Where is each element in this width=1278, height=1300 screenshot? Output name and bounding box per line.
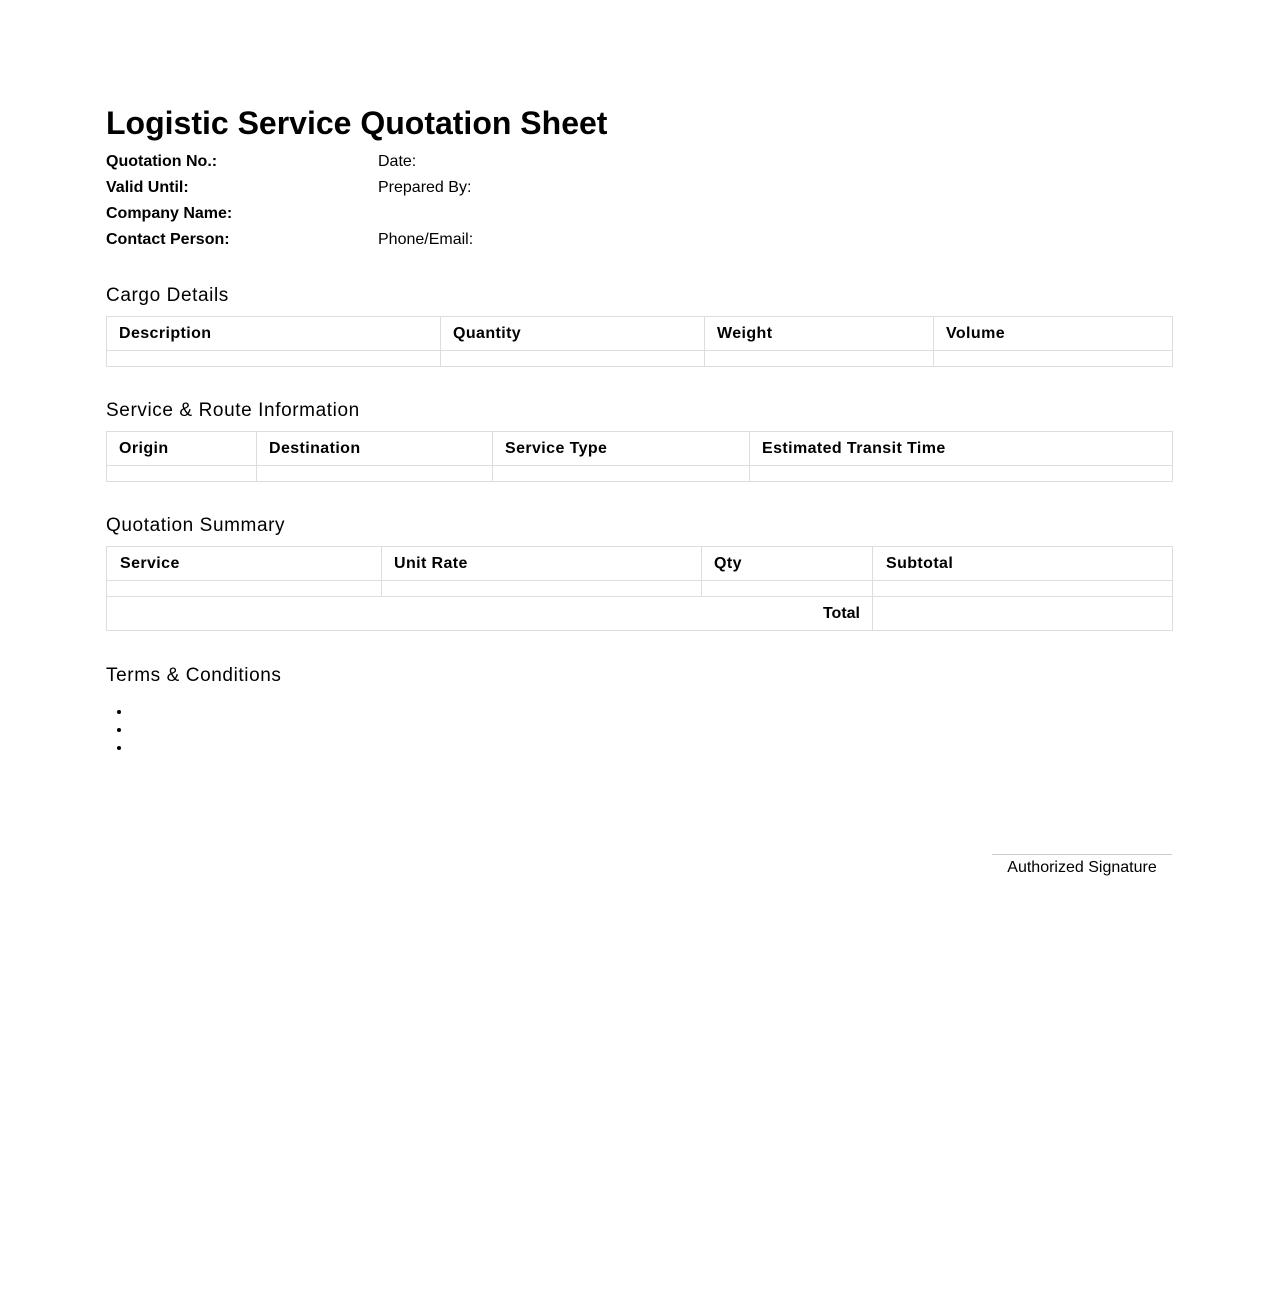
info-row <box>106 152 706 178</box>
total-value[interactable] <box>873 597 1173 631</box>
terms-section-title: Terms & Conditions <box>106 665 282 686</box>
date-label: Date: <box>378 153 417 170</box>
column-header-transit-time: Estimated Transit Time <box>750 432 1173 466</box>
column-header-weight: Weight <box>705 317 934 351</box>
company-name-label: Company Name: <box>106 205 233 222</box>
column-header-quantity: Quantity <box>441 317 705 351</box>
column-header-origin: Origin <box>107 432 257 466</box>
cell-subtotal[interactable] <box>873 581 1173 597</box>
terms-list <box>106 703 132 757</box>
table-header-row <box>107 317 1173 351</box>
cell-description[interactable] <box>107 351 441 367</box>
table-header-row <box>107 547 1173 581</box>
cell-origin[interactable] <box>107 466 257 482</box>
info-row <box>106 178 706 204</box>
table-row <box>107 581 1173 597</box>
total-row <box>107 597 1173 631</box>
table-header-row <box>107 432 1173 466</box>
column-header-description: Description <box>107 317 441 351</box>
cargo-section-title: Cargo Details <box>106 285 229 306</box>
info-row <box>106 230 706 256</box>
total-label: Total <box>107 597 873 631</box>
cell-quantity[interactable] <box>441 351 705 367</box>
column-header-service: Service <box>107 547 382 581</box>
page-title: Logistic Service Quotation Sheet <box>106 105 608 141</box>
contact-person-label: Contact Person: <box>106 231 230 248</box>
cell-service[interactable] <box>107 581 382 597</box>
cell-qty[interactable] <box>702 581 873 597</box>
authorized-signature: Authorized Signature <box>992 854 1172 880</box>
column-header-destination: Destination <box>257 432 493 466</box>
quotation-no-label: Quotation No.: <box>106 153 218 170</box>
summary-section-title: Quotation Summary <box>106 515 286 536</box>
prepared-by-label: Prepared By: <box>378 179 472 196</box>
table-row <box>107 466 1173 482</box>
column-header-service-type: Service Type <box>493 432 750 466</box>
column-header-subtotal: Subtotal <box>873 547 1173 581</box>
cell-unit-rate[interactable] <box>382 581 702 597</box>
column-header-qty: Qty <box>702 547 873 581</box>
cell-destination[interactable] <box>257 466 493 482</box>
phone-email-label: Phone/Email: <box>378 231 474 248</box>
column-header-volume: Volume <box>934 317 1173 351</box>
valid-until-label: Valid Until: <box>106 179 189 196</box>
route-table <box>106 431 1173 482</box>
route-section-title: Service & Route Information <box>106 400 360 421</box>
quotation-info <box>106 152 706 256</box>
table-row <box>107 351 1173 367</box>
cargo-table <box>106 316 1173 367</box>
info-row <box>106 204 706 230</box>
cell-weight[interactable] <box>705 351 934 367</box>
cell-volume[interactable] <box>934 351 1173 367</box>
summary-table <box>106 546 1173 631</box>
cell-transit-time[interactable] <box>750 466 1173 482</box>
cell-service-type[interactable] <box>493 466 750 482</box>
column-header-unit-rate: Unit Rate <box>382 547 702 581</box>
